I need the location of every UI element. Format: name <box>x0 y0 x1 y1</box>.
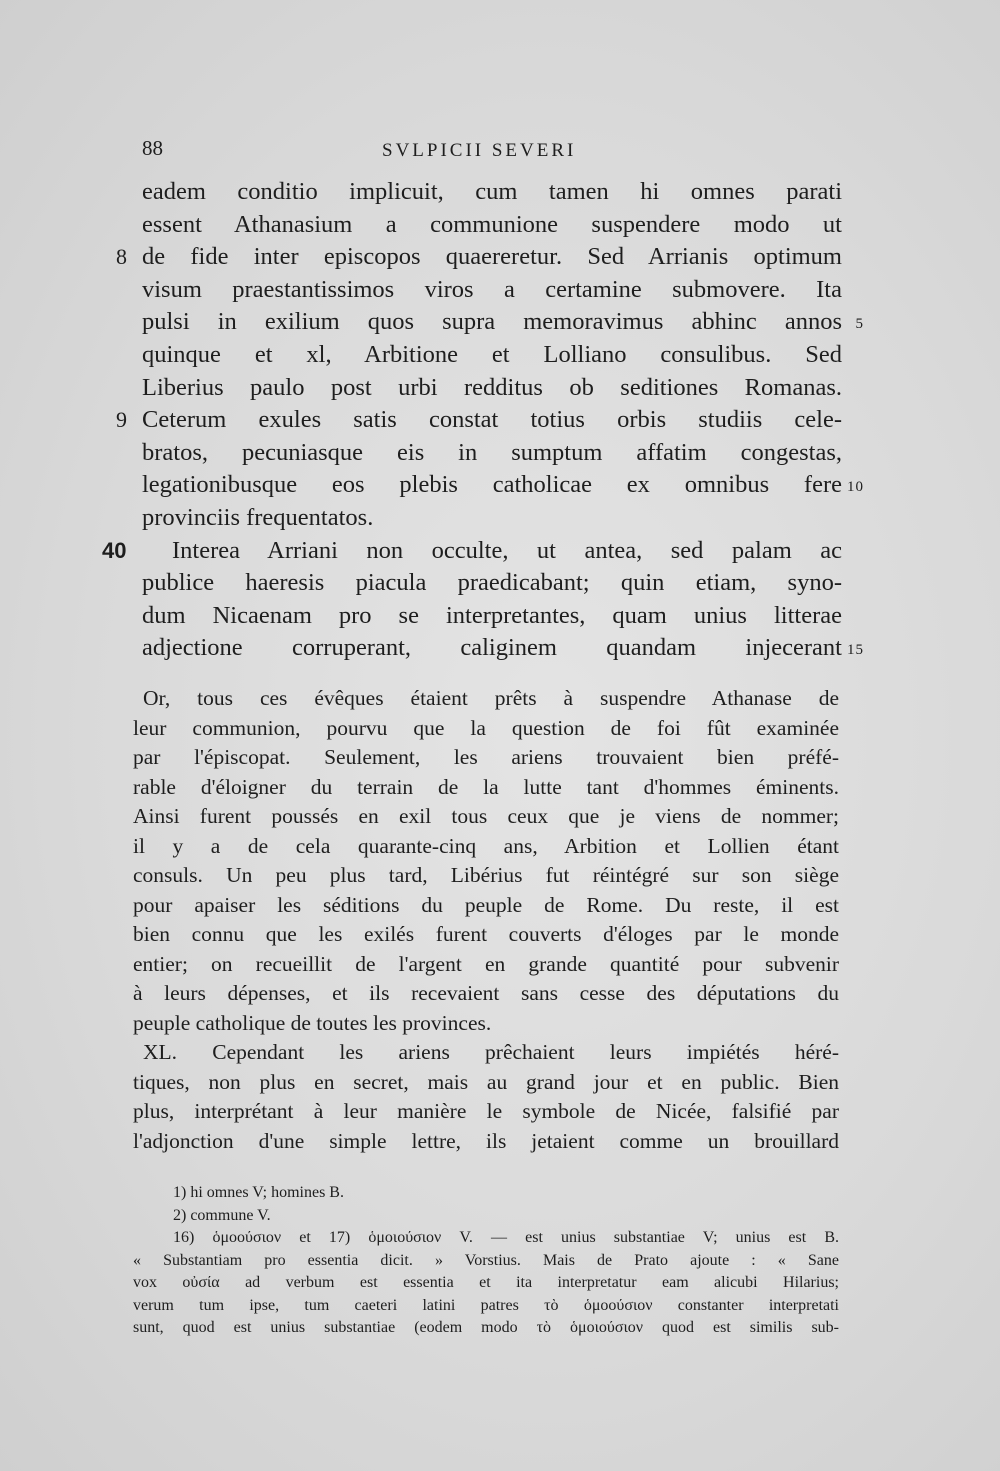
french-line: rable d'éloigner du terrain de la lutte tant d'hommes éminents. <box>133 774 839 799</box>
latin-line: legationibusque eos plebis catholicae ex omnibus fere 10 <box>142 469 842 502</box>
latin-line: eadem conditio implicuit, cum tamen hi omnes parati <box>142 178 842 205</box>
french-line: pour apaiser les séditions du peuple de Rome. Du reste, il est <box>133 892 839 917</box>
french-line: leur communion, pourvu que la question de foi fût examinée <box>133 715 839 740</box>
latin-text <box>102 176 864 665</box>
chapter-number: 40 <box>102 537 127 563</box>
french-line: à leurs dépenses, et ils recevaient sans cesse des députations du <box>133 981 839 1005</box>
latin-line: essent Athanasium a communione suspendere modo ut <box>142 210 842 238</box>
latin-line: provinciis frequentatos. <box>142 503 374 531</box>
line-number: 15 <box>847 642 864 659</box>
french-line: bien connu que les exilés furent couverts d'éloges par le monde <box>133 922 839 946</box>
latin-line: 40 Interea Arriani non occulte, ut antea, sed palam ac <box>142 535 842 568</box>
running-title: SVLPICII SEVERI <box>382 140 577 161</box>
latin-line: visum praestantissimos viros a certamine submovere. Ita <box>142 275 842 303</box>
section-number: 9 <box>116 407 127 433</box>
footnote-line: 1) hi omnes V; homines B. <box>173 1184 344 1201</box>
latin-line: adjectione corruperant, caliginem quandam injecerant 15 <box>142 632 842 665</box>
latin-line: Liberius paulo post urbi redditus ob seditiones Romanas. <box>142 373 842 401</box>
latin-line: 8 de fide inter episcopos quaereretur. Sed Arrianis optimum <box>142 241 842 274</box>
french-translation <box>133 684 839 1156</box>
latin-line: pulsi in exilium quos supra memoravimus abhinc annos 5 <box>142 306 842 339</box>
footnotes <box>133 1182 839 1340</box>
french-line: XL. Cependant les ariens prêchaient leurs impiétés héré- <box>143 1040 839 1064</box>
latin-line: bratos, pecuniasque eis in sumptum affatim congestas, <box>142 438 842 466</box>
page-number: 88 <box>142 136 163 160</box>
footnote-line: verum tum ipse, tum caeteri latini patres τὸ ὁμοούσιον constanter interpretati <box>133 1296 839 1314</box>
french-line: peuple catholique de toutes les provinces. <box>133 1010 492 1035</box>
french-line: Ainsi furent poussés en exil tous ceux que je viens de nommer; <box>133 804 839 828</box>
french-line: consuls. Un peu plus tard, Libérius fut réintégré sur son siège <box>133 863 839 887</box>
line-number: 5 <box>855 316 864 333</box>
footnote-line: vox οὐσία ad verbum est essentia et ita interpretatur eam alicubi Hilarius; <box>133 1274 839 1291</box>
footnote-line: sunt, quod est unius substantiae (eodem modo τὸ ὁμοιούσιον quod est similis sub- <box>133 1319 839 1336</box>
french-line: entier; on recueillit de l'argent en grande quantité pour subvenir <box>133 951 839 976</box>
french-line: Or, tous ces évêques étaient prêts à suspendre Athanase de <box>143 686 839 710</box>
line-number: 10 <box>847 479 864 496</box>
french-line: l'adjonction d'une simple lettre, ils jetaient comme un brouillard <box>133 1128 839 1153</box>
french-line: plus, interprétant à leur manière le symbole de Nicée, falsifié par <box>133 1099 839 1123</box>
latin-line: publice haeresis piacula praedicabant; quin etiam, syno- <box>142 569 842 597</box>
footnote-line: « Substantiam pro essentia dicit. » Vorstius. Mais de Prato ajoute : « Sane <box>133 1251 839 1269</box>
footnote-line: 2) commune V. <box>173 1206 271 1224</box>
french-line: il y a de cela quarante-cinq ans, Arbition et Lollien étant <box>133 833 839 858</box>
latin-line: dum Nicaenam pro se interpretantes, quam unius litterae <box>142 601 842 629</box>
french-line: tiques, non plus en secret, mais au grand jour et en public. Bien <box>133 1069 839 1094</box>
latin-line: 9 Ceterum exules satis constat totius orbis studiis cele- <box>142 404 842 437</box>
footnote-line: 16) ὁμοούσιον et 17) ὁμοιούσιον V. — est unius substantiae V; unius est B. <box>173 1229 839 1246</box>
page-header <box>142 136 842 166</box>
french-line: par l'épiscopat. Seulement, les ariens trouvaient bien préfé- <box>133 745 839 769</box>
latin-line: quinque et xl, Arbitione et Lolliano consulibus. Sed <box>142 340 842 368</box>
section-number: 8 <box>116 244 127 270</box>
